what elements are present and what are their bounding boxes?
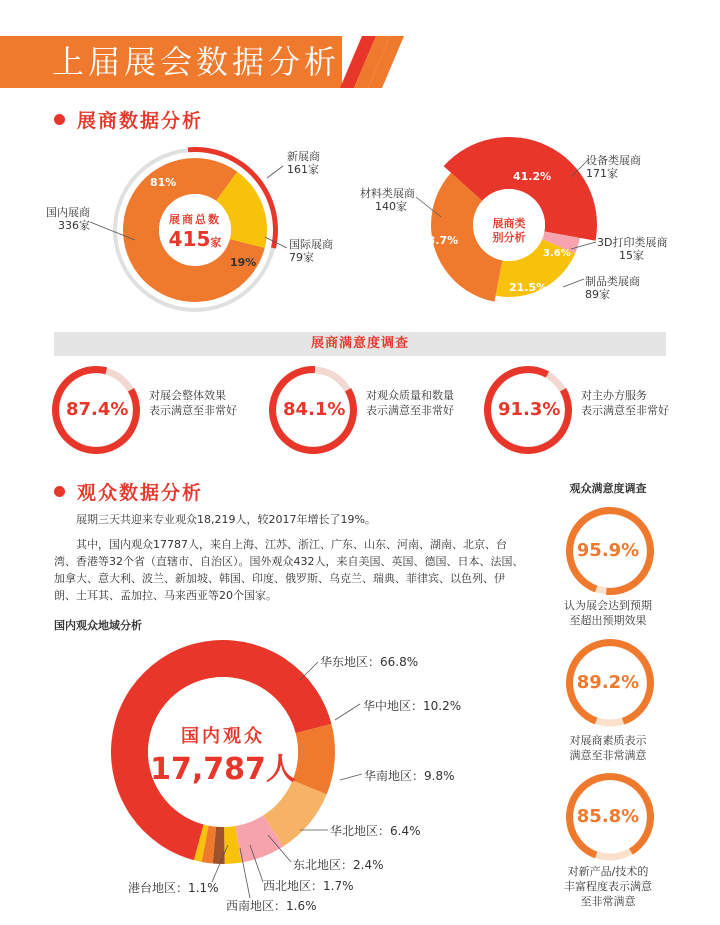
visitor-sat-desc-2 <box>550 733 666 763</box>
product-label <box>585 275 640 301</box>
visitor-sat-desc-3-line1: 对新产品/技术的 <box>567 865 649 878</box>
visitor-sat-desc-3 <box>550 864 666 909</box>
new-label-name: 新展商 <box>287 150 320 163</box>
page-banner <box>0 36 720 88</box>
region-center-label: 国内观众 <box>181 726 265 747</box>
category-center-line1: 展商类 <box>492 217 526 230</box>
intl-label-count: 79家 <box>289 251 314 264</box>
equipment-label-name: 设备类展商 <box>586 154 641 167</box>
product-label-count: 89家 <box>585 288 610 301</box>
intl-pct-label: 19% <box>230 256 257 269</box>
visitor-sat-desc-2-line2: 满意至非常满意 <box>569 749 647 762</box>
visitor-section-title: 观众数据分析 <box>77 482 204 504</box>
equipment-pct-label: 41.2% <box>513 170 552 183</box>
exhibitor-sat-desc-2-line1: 对观众质量和数量 <box>366 389 454 402</box>
exhibitor-sat-desc-1-line2: 表示满意至非常好 <box>149 404 237 417</box>
material-pct-label: 33.7% <box>420 234 459 247</box>
exhibitor-section-title: 展商数据分析 <box>77 110 204 132</box>
exhibitor-section-header <box>54 106 203 133</box>
south-leader-line <box>340 774 362 780</box>
page-title: 上届展会数据分析 <box>52 43 341 81</box>
visitor-sat-desc-1-line2: 至超出预期效果 <box>569 614 647 627</box>
new-exhibitor-label <box>287 150 320 176</box>
region-chart-title: 国内观众地域分析 <box>54 619 142 632</box>
material-label <box>345 187 415 213</box>
visitor-satisfaction-title: 观众满意度调查 <box>569 482 647 495</box>
region-label-hk-tw: 港台地区：1.1% <box>128 881 219 895</box>
visitor-paragraph-1: 展期三天共迎来专业观众18,219人，较2017年增长了19%。 <box>76 513 376 526</box>
visitor-sat-desc-3-line3: 至非常满意 <box>580 895 636 908</box>
region-label-south: 华南地区：9.8% <box>364 769 455 783</box>
printing-label-count: 15家 <box>619 249 644 262</box>
visitor-sat-desc-1-line1: 认为展会达到预期 <box>564 599 652 612</box>
region-label-southwest: 西南地区：1.6% <box>226 899 317 913</box>
intl-label <box>289 238 333 264</box>
exhibitor-sat-value-1: 87.4% <box>66 399 129 420</box>
exhibitor-sat-desc-3 <box>581 388 669 418</box>
region-label-north: 华北地区：6.4% <box>330 824 421 838</box>
visitor-sat-desc-3-line2: 丰富程度表示满意 <box>564 880 652 893</box>
visitor-paragraph-2: 其中，国内观众17787人，来自上海、江苏、浙江、广东、山东、河南、湖南、北京、台湾、香港等32个省（直辖市、自治区）。国外观众432人，来自美国、英国、德国、日本、法国、加拿大、意大利、波兰、新加坡、韩国、印度、俄罗斯、乌克兰、瑞典、菲律宾、以色列、伊朗、土耳其、孟加拉、马来西亚等20个国家。 <box>54 538 524 602</box>
material-label-name: 材料类展商 <box>360 187 415 200</box>
region-label-northeast: 东北地区：2.4% <box>293 858 384 872</box>
exhibitor-sat-desc-2 <box>366 388 454 418</box>
new-leader-line <box>267 166 283 178</box>
visitor-section-header <box>54 478 203 505</box>
bullet-dot-icon <box>54 486 65 497</box>
exhibitor-sat-desc-2-line2: 表示满意至非常好 <box>366 404 454 417</box>
visitor-sat-value-3: 85.8% <box>576 806 640 827</box>
exhibitor-sat-value-3: 91.3% <box>498 399 561 420</box>
central-leader-line <box>335 704 360 720</box>
exhibitor-sat-value-2: 84.1% <box>283 399 346 420</box>
exhibitor-sat-desc-3-line2: 表示满意至非常好 <box>581 404 669 417</box>
exhibitor-total-center-label: 展商总数 <box>169 213 221 226</box>
exhibitor-total-value: 415 <box>168 227 211 251</box>
equipment-label <box>586 154 641 180</box>
new-label-count: 161家 <box>287 163 319 176</box>
east-leader-line <box>300 662 318 680</box>
material-label-count: 140家 <box>375 200 407 213</box>
visitor-sat-desc-2-line1: 对展商素质表示 <box>569 734 647 747</box>
exhibitor-sat-desc-3-line1: 对主办方服务 <box>581 389 647 402</box>
region-label-east: 华东地区：66.8% <box>320 655 419 669</box>
region-label-northwest: 西北地区：1.7% <box>263 879 354 893</box>
product-label-name: 制品类展商 <box>585 275 640 288</box>
printing-pct-label: 3.6% <box>543 248 571 259</box>
domestic-pct-label: 81% <box>150 176 177 189</box>
region-label-central: 华中地区：10.2% <box>363 699 462 713</box>
category-center-label <box>474 217 544 245</box>
equipment-label-count: 171家 <box>586 167 618 180</box>
domestic-label <box>40 206 90 232</box>
visitor-sat-value-2: 89.2% <box>576 672 640 693</box>
visitor-sat-desc-1 <box>550 598 666 628</box>
exhibitor-total-unit: 家 <box>210 236 222 249</box>
printing-label <box>597 236 667 262</box>
bullet-dot-icon <box>54 114 65 125</box>
product-leader-line <box>563 279 584 287</box>
printing-label-name: 3D打印类展商 <box>597 236 668 249</box>
domestic-label-count: 336家 <box>58 219 90 232</box>
exhibitor-total-center-value <box>160 227 230 251</box>
category-center-line2: 别分析 <box>492 231 526 244</box>
intl-label-name: 国际展商 <box>289 238 333 251</box>
product-pct-label: 21.5% <box>509 281 548 294</box>
region-center-value: 17,787人 <box>150 752 296 787</box>
exhibitor-satisfaction-title: 展商满意度调查 <box>54 332 666 356</box>
visitor-sat-value-1: 95.9% <box>576 540 640 561</box>
domestic-label-name: 国内展商 <box>46 206 90 219</box>
exhibitor-sat-desc-1 <box>149 388 237 418</box>
exhibitor-sat-desc-1-line1: 对展会整体效果 <box>149 389 226 402</box>
